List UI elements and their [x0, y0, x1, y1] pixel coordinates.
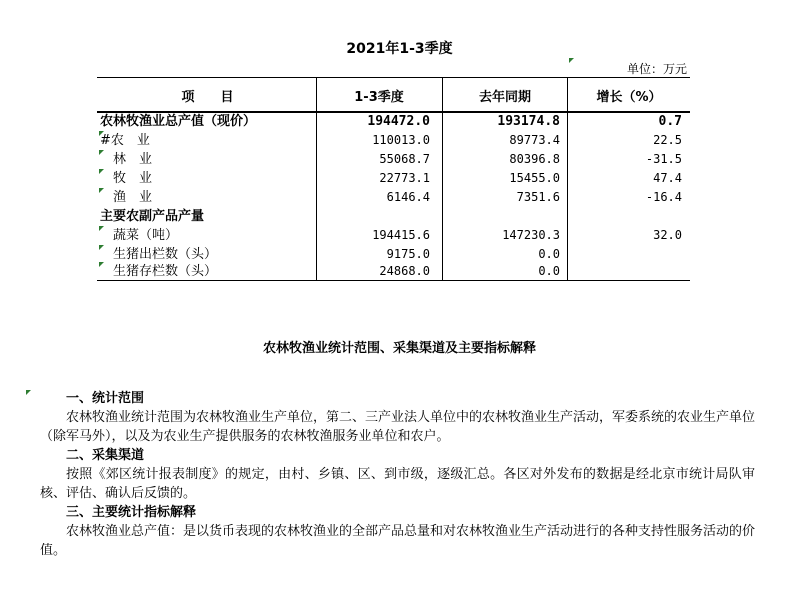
row-value-growth: -16.4 [645, 190, 682, 204]
row-value-prev: 15455.0 [509, 171, 560, 185]
unit-label: 单位：万元 [626, 62, 687, 76]
header-last-year: 去年同期 [478, 90, 531, 105]
header-item: 项 目 [181, 90, 234, 105]
row-label: 牧 业 [100, 171, 153, 186]
row-value-growth: 22.5 [653, 133, 682, 147]
notes-title: 农林牧渔业统计范围、采集渠道及主要指标解释 [262, 341, 536, 356]
row-value-prev: 89773.4 [509, 133, 560, 147]
row-value-growth: 0.7 [658, 114, 682, 129]
row-value-prev: 0.0 [538, 264, 560, 278]
row-value-q: 194415.6 [372, 228, 430, 242]
row-value-q: 194472.0 [367, 114, 430, 129]
table-title: 2021年1-3季度 [346, 41, 453, 57]
row-value-q: 6146.4 [386, 190, 430, 204]
row-value-prev: 193174.8 [497, 114, 560, 129]
row-value-prev: 147230.3 [502, 228, 560, 242]
notes-heading-channel: 二、采集渠道 [66, 448, 145, 463]
row-value-prev: 7351.6 [516, 190, 560, 204]
column-divider [567, 77, 568, 280]
row-label: 生猪存栏数（头） [100, 264, 218, 279]
cell-comment-marker [26, 390, 31, 395]
row-value-q: 22773.1 [379, 171, 430, 185]
row-label: #农 业 [100, 133, 150, 148]
notes-paragraph-indicators: 农林牧渔业总产值：是以货币表现的农林牧渔业的全部产品总量和对农林牧渔业生产活动进行的各种支持性服务活动的价值。 [40, 524, 756, 558]
row-value-q: 55068.7 [379, 152, 430, 166]
table-top-border [97, 77, 690, 78]
row-value-prev: 80396.8 [509, 152, 560, 166]
notes-body [40, 389, 755, 560]
row-value-q: 110013.0 [372, 133, 430, 147]
row-label: 渔 业 [100, 190, 153, 205]
notes-paragraph-channel: 按照《郊区统计报表制度》的规定，由村、乡镇、区、到市级，逐级汇总。各区对外发布的数据是经北京市统计局队审核、评估、确认后反馈的。 [40, 467, 755, 501]
row-value-q: 9175.0 [386, 247, 430, 261]
row-value-prev: 0.0 [538, 247, 560, 261]
header-q1-q3: 1-3季度 [354, 90, 404, 105]
row-label: 农林牧渔业总产值（现价） [100, 114, 257, 129]
section-row-label: 主要农副产品产量 [100, 209, 205, 224]
notes-heading-indicators: 三、主要统计指标解释 [66, 505, 197, 520]
header-growth: 增长（%） [596, 90, 662, 105]
notes-paragraph-scope: 农林牧渔业统计范围为农林牧渔业生产单位，第二、三产业法人单位中的农林牧渔业生产活动，军委系统的农业生产单位（除军马外），以及为农业生产提供服务的农林牧渔服务业单位和农户。 [40, 410, 756, 444]
row-label: 蔬菜（吨） [100, 228, 179, 243]
column-divider [442, 77, 443, 280]
row-label: 林 业 [100, 152, 153, 167]
row-value-growth: -31.5 [645, 152, 682, 166]
row-value-growth: 32.0 [653, 228, 682, 242]
row-label: 生猪出栏数（头） [100, 247, 218, 262]
notes-heading-scope: 一、统计范围 [66, 391, 145, 406]
row-value-growth: 47.4 [653, 171, 682, 185]
row-value-q: 24868.0 [379, 264, 430, 278]
column-divider [316, 77, 317, 280]
